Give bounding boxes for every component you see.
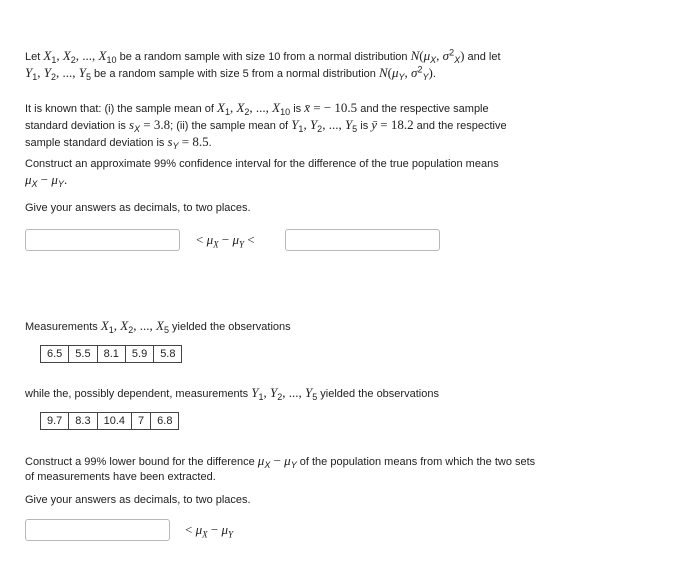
ci-lower-input[interactable] bbox=[25, 229, 180, 251]
ci-upper-input[interactable] bbox=[285, 229, 440, 251]
y-observations-table bbox=[40, 412, 179, 430]
x-obs-cell: 5.9 bbox=[125, 346, 153, 363]
x-obs-cell: 5.5 bbox=[69, 346, 97, 363]
ci-inequality-label: < $\mu_X - \mu_Y$ < bbox=[196, 232, 255, 250]
x-measurements-label: Measurements $X_1$, $X_2$, ..., $X_5$ yielded the observations bbox=[25, 318, 291, 336]
y-obs-cell: 9.7 bbox=[41, 413, 69, 430]
x-obs-cell: 5.8 bbox=[154, 346, 182, 363]
lower-bound-instruction: Construct a 99% lower bound for the difference $\mu_X - \mu_Y$ of the population means from which the two sets of measurements have been extracted. bbox=[25, 453, 536, 483]
y-obs-cell: 10.4 bbox=[97, 413, 131, 430]
intro-paragraph: Let $X_1$, $X_2$, ..., $X_{10}$ be a random sample with size 10 from a normal distribution $N(\mu_X$, $\sigma^2_X$) and let $Y_1$, $Y_2$, ..., $Y_5$ be a random sample with size 5 from a normal distribution $N(\mu_Y$, $\sigma^2_Y$). bbox=[25, 47, 501, 83]
lower-bound-input[interactable] bbox=[25, 519, 170, 541]
decimals-note-2: Give your answers as decimals, to two places. bbox=[25, 494, 251, 506]
y-obs-cell: 7 bbox=[132, 413, 151, 430]
y-measurements-label: while the, possibly dependent, measurements $Y_1$, $Y_2$, ..., $Y_5$ yielded the observations bbox=[25, 385, 439, 403]
x-observations-table bbox=[40, 345, 182, 363]
lower-bound-inequality-label: < $\mu_X - \mu_Y$ bbox=[185, 522, 234, 540]
x-obs-cell: 6.5 bbox=[41, 346, 69, 363]
known-values-paragraph: It is known that: (i) the sample mean of $X_1$, $X_2$, ..., $X_{10}$ is x̄ = − 10.5 and the respective sample standard deviation is $s_X = 3.8$; (ii) the sample mean of $Y_1$, $Y_2$, ..., $Y_5$ is ȳ = 18.2 and the respective sample standard deviation is $s_Y = 8.5$. bbox=[25, 100, 507, 152]
ci-instruction: Construct an approximate 99% confidence interval for the difference of the true population means $\mu_X - \mu_Y$. bbox=[25, 158, 499, 190]
decimals-note-1: Give your answers as decimals, to two places. bbox=[25, 202, 251, 214]
y-obs-cell: 8.3 bbox=[69, 413, 97, 430]
y-obs-cell: 6.8 bbox=[151, 413, 179, 430]
x-obs-cell: 8.1 bbox=[97, 346, 125, 363]
